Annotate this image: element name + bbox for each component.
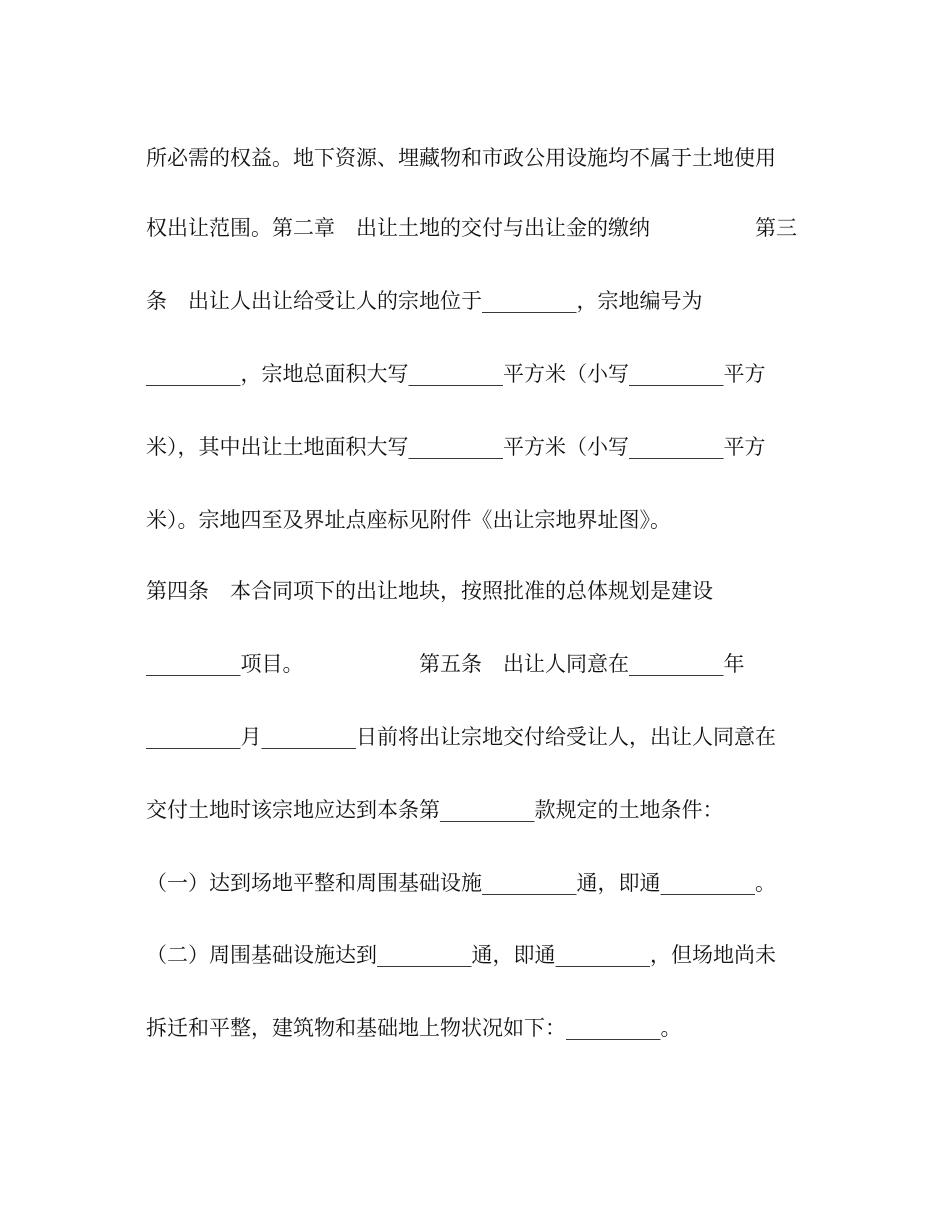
text-line: _________项目。 第五条 出让人同意在_________年 xyxy=(146,652,745,676)
text-line: _________，宗地总面积大写_________平方米（小写_________平方 xyxy=(146,362,766,386)
text-line: 条 出让人出让给受让人的宗地位于_________，宗地编号为 xyxy=(146,289,703,313)
text-line: _________月_________日前将出让宗地交付给受让人，出让人同意在 xyxy=(146,725,776,749)
text-line: （一）达到场地平整和周围基础设施_________通，即通_________。 xyxy=(146,871,776,895)
text-line: 所必需的权益。地下资源、埋藏物和市政公用设施均不属于土地使用 xyxy=(146,146,776,170)
text-line: 权出让范围。第二章 出让土地的交付与出让金的缴纳 第三 xyxy=(146,216,797,240)
text-line: （二）周围基础设施达到_________通，即通_________，但场地尚未 xyxy=(146,943,776,967)
text-line: 米）。宗地四至及界址点座标见附件《出让宗地界址图》。 xyxy=(146,508,671,532)
text-line: 米），其中出让土地面积大写_________平方米（小写_________平方 xyxy=(146,435,766,459)
text-line: 拆迁和平整，建筑物和基础地上物状况如下：_________。 xyxy=(146,1016,682,1040)
text-line: 第四条 本合同项下的出让地块，按照批准的总体规划是建设 xyxy=(146,579,713,603)
text-line: 交付土地时该宗地应达到本条第_________款规定的土地条件： xyxy=(146,798,724,822)
